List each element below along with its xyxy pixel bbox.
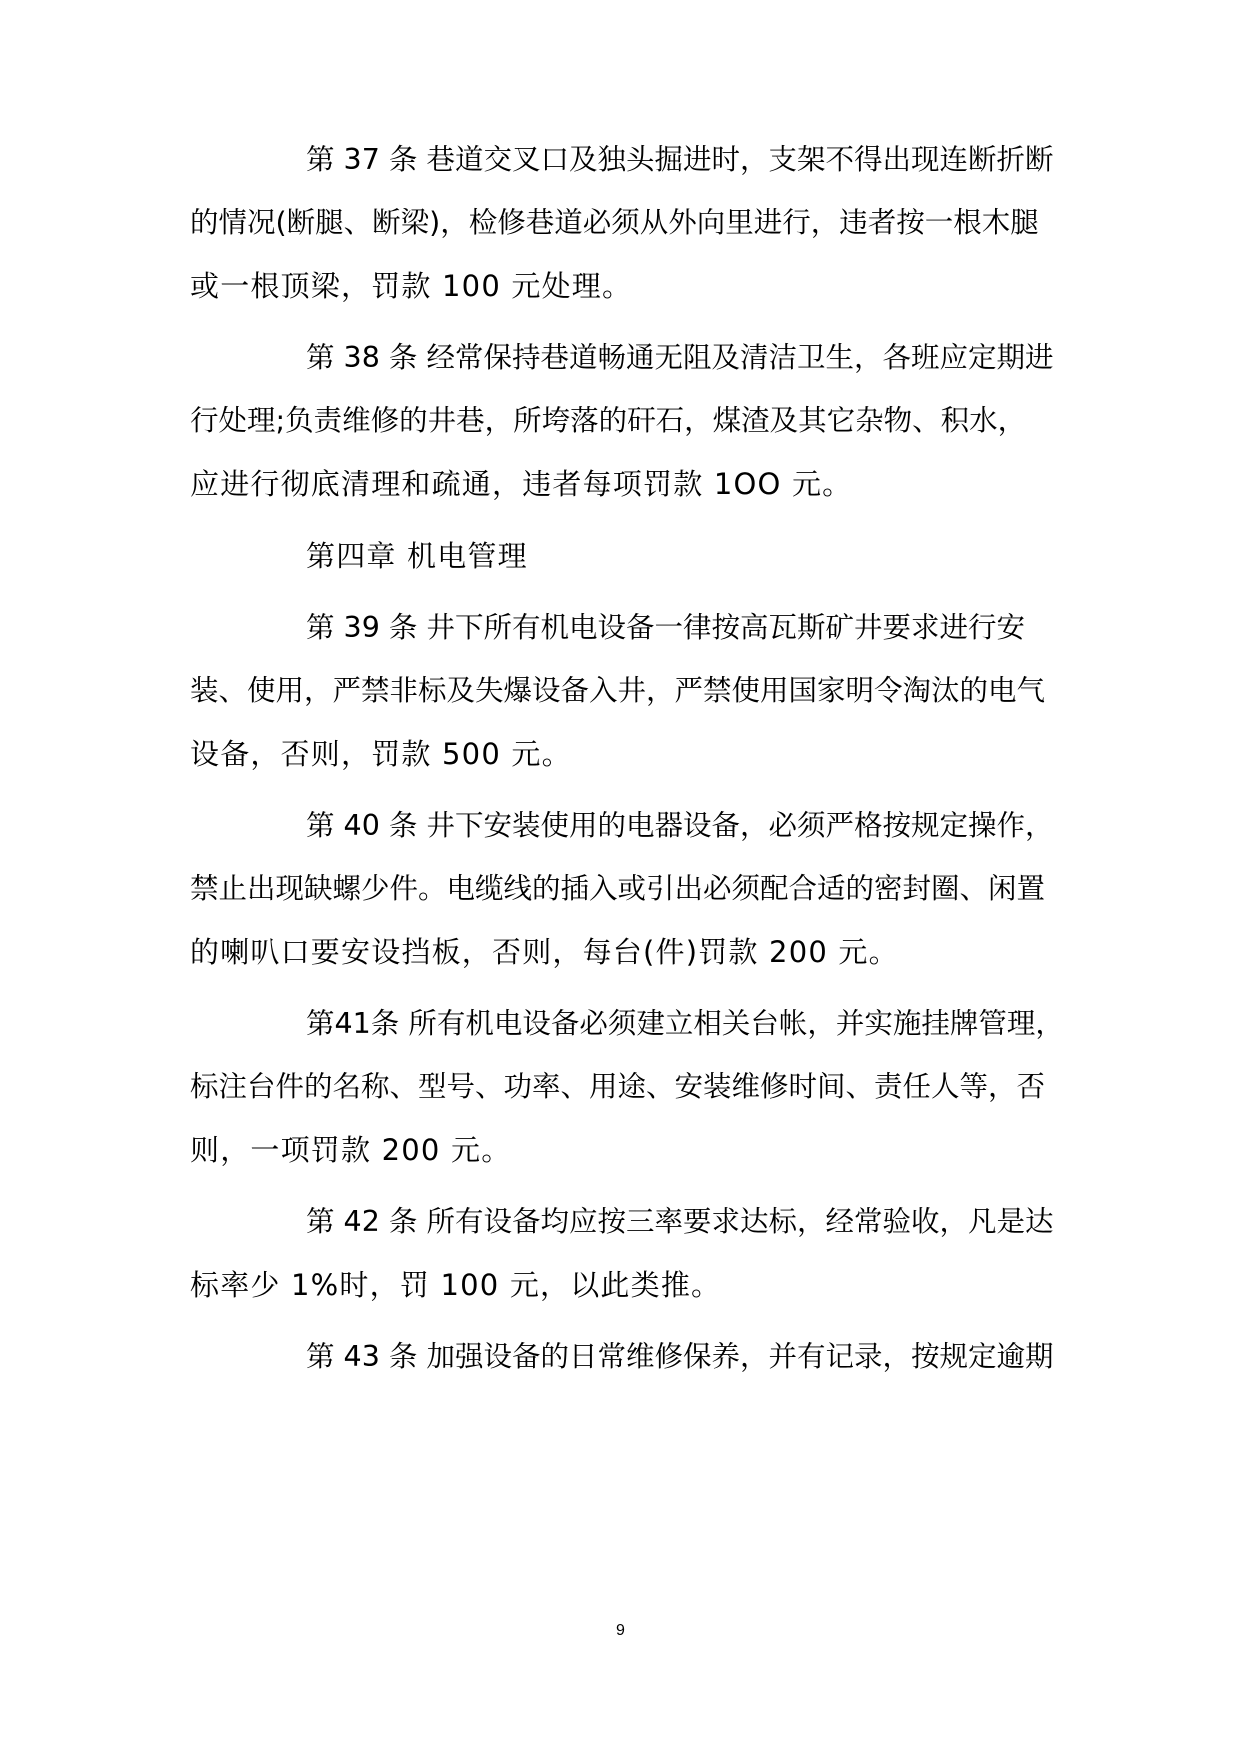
text-line: 应进行彻底清理和疏通，违者每项罚款 1OO 元。 bbox=[190, 467, 853, 501]
text-line: 标注台件的名称、型号、功率、用途、安装维修时间、责任人等，否 bbox=[190, 1070, 1046, 1103]
text-line: 第 37 条 巷道交叉口及独头掘进时，支架不得出现连断折断 bbox=[306, 143, 1054, 176]
text-line: 第 40 条 井下安装使用的电器设备，必须严格按规定操作， bbox=[306, 809, 1054, 842]
text-line: 第 42 条 所有设备均应按三率要求达标，经常验收，凡是达 bbox=[306, 1205, 1054, 1238]
text-line: 设备，否则，罚款 500 元。 bbox=[190, 737, 572, 771]
text-line: 禁止出现缺螺少件。电缆线的插入或引出必须配合适的密封圈、闲置 bbox=[190, 872, 1046, 905]
text-line: 标率少 1%时，罚 100 元，以此类推。 bbox=[190, 1268, 722, 1302]
text-line: 的喇叭口要安设挡板，否则，每台(件)罚款 200 元。 bbox=[190, 935, 899, 969]
text-line: 的情况(断腿、断梁)，检修巷道必须从外向里进行，违者按一根木腿 bbox=[190, 206, 1039, 239]
page-number: 9 bbox=[616, 1622, 625, 1639]
text-line: 装、使用，严禁非标及失爆设备入井，严禁使用国家明令淘汰的电气 bbox=[190, 674, 1046, 707]
text-line: 第41条 所有机电设备必须建立相关台帐，并实施挂牌管理， bbox=[306, 1007, 1064, 1040]
text-line: 第 38 条 经常保持巷道畅通无阻及清洁卫生，各班应定期进 bbox=[306, 341, 1054, 374]
chapter-heading: 第四章 机电管理 bbox=[306, 539, 528, 573]
text-line: 第 39 条 井下所有机电设备一律按高瓦斯矿井要求进行安 bbox=[306, 611, 1025, 644]
text-line: 或一根顶梁，罚款 100 元处理。 bbox=[190, 269, 633, 303]
text-line: 则，一项罚款 200 元。 bbox=[190, 1133, 512, 1167]
text-line: 行处理;负责维修的井巷，所垮落的矸石，煤渣及其它杂物、积水， bbox=[190, 404, 1027, 437]
text-line: 第 43 条 加强设备的日常维修保养，并有记录，按规定逾期 bbox=[306, 1340, 1054, 1373]
